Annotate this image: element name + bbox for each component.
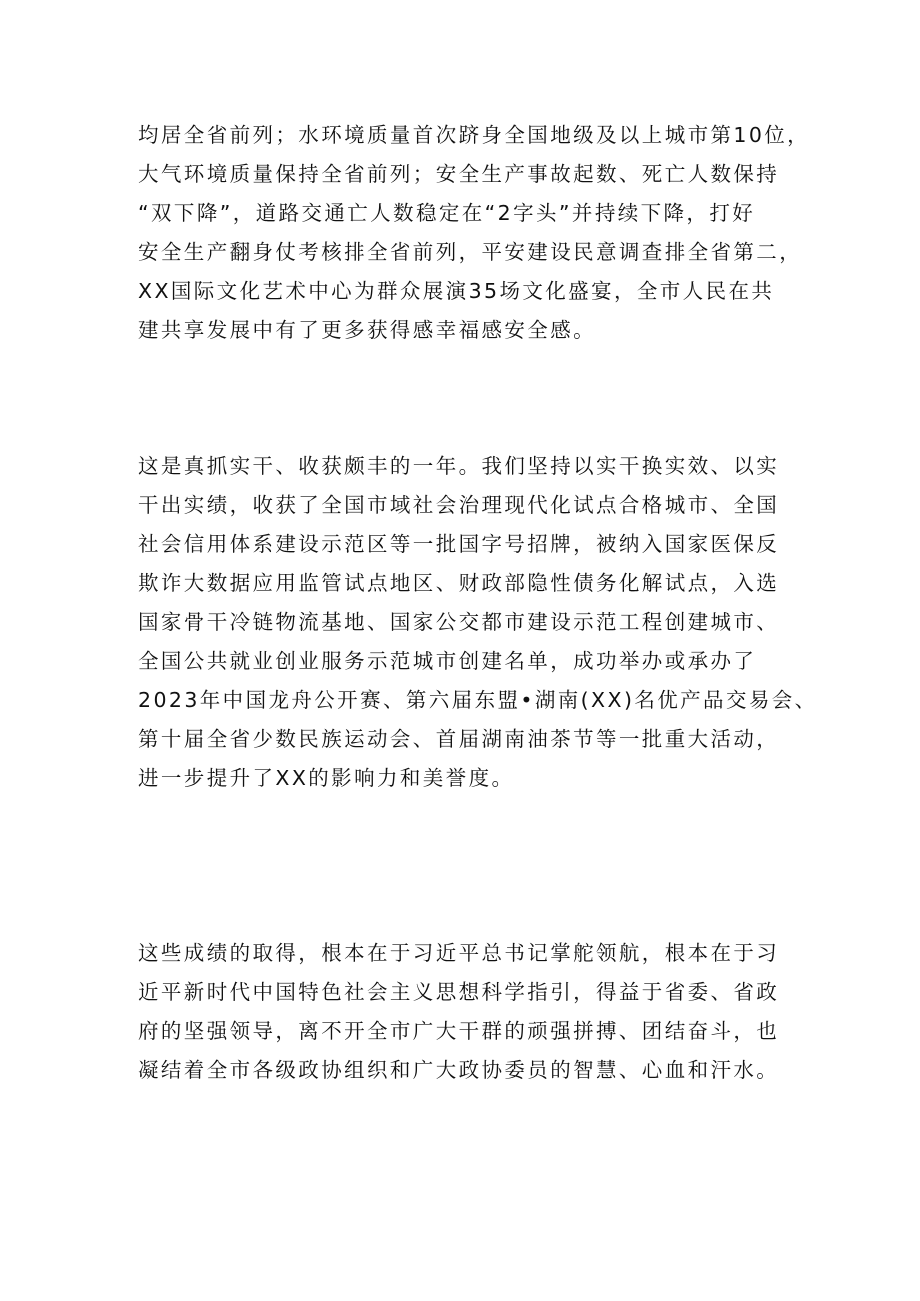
text-line: 这是真抓实干、收获颇丰的一年。我们坚持以实干换实效、以实 <box>138 454 780 478</box>
text-line: 安全生产翻身仗考核排全省前列，平安建设民意调查排全省第二， <box>138 240 803 264</box>
text-line: 2023年中国龙舟公开赛、第六届东盟•湖南(XX)名优产品交易会、 <box>138 688 818 712</box>
paragraph-environment-safety <box>138 116 818 350</box>
text-line: 进一步提升了XX的影响力和美誉度。 <box>138 766 515 790</box>
paragraph-achievements <box>138 447 818 798</box>
text-line: 建共享发展中有了更多获得感幸福感安全感。 <box>138 318 596 342</box>
text-line: 国家骨干冷链物流基地、国家公交都市建设示范工程创建城市、 <box>138 610 780 634</box>
text-line: 大气环境质量保持全省前列；安全生产事故起数、死亡人数保持 <box>138 162 780 186</box>
paragraph-conclusion <box>138 934 818 1090</box>
text-line: 这些成绩的取得，根本在于习近平总书记掌舵领航，根本在于习 <box>138 941 780 965</box>
text-line: 欺诈大数据应用监管试点地区、财政部隐性债务化解试点，入选 <box>138 571 780 595</box>
text-line: 干出实绩，收获了全国市域社会治理现代化试点合格城市、全国 <box>138 493 780 517</box>
text-line: 凝结着全市各级政协组织和广大政协委员的智慧、心血和汗水。 <box>138 1058 780 1082</box>
text-line: XX国际文化艺术中心为群众展演35场文化盛宴，全市人民在共 <box>138 279 775 303</box>
text-line: 近平新时代中国特色社会主义思想科学指引，得益于省委、省政 <box>138 980 780 1004</box>
text-line: 全国公共就业创业服务示范城市创建名单，成功举办或承办了 <box>138 649 757 673</box>
text-line: 第十届全省少数民族运动会、首届湖南油茶节等一批重大活动， <box>138 727 780 751</box>
text-line: 府的坚强领导，离不开全市广大干群的顽强拼搏、团结奋斗，也 <box>138 1019 780 1043</box>
text-line: “双下降”，道路交通亡人数稳定在“2字头”并持续下降，打好 <box>138 201 756 225</box>
text-line: 社会信用体系建设示范区等一批国字号招牌，被纳入国家医保反 <box>138 532 780 556</box>
text-line: 均居全省前列；水环境质量首次跻身全国地级及以上城市第10位， <box>138 123 811 147</box>
